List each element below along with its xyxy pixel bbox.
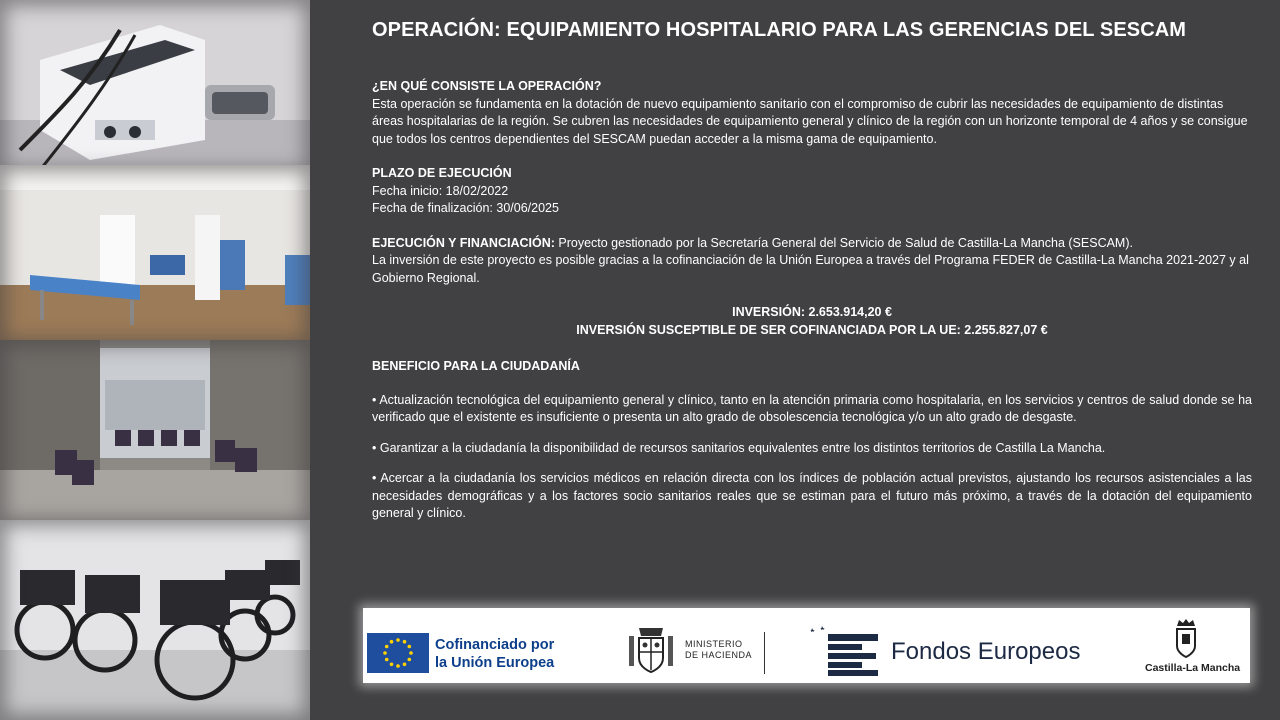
plazo-heading: PLAZO DE EJECUCIÓN	[372, 166, 512, 180]
content-area	[372, 16, 1252, 536]
spain-coat-of-arms-icon	[625, 622, 677, 676]
operation-text: Esta operación se fundamenta en la dotación de nuevo equipamiento sanitario con el compromiso de cubrir las necesidades de equipamiento de distintas áreas hospitalarias de la región. Se cubren las necesidades de equipamiento general y clínico de la región con un horizonte temporal de 4 años y se consigue que todos los centros dependientes del SESCAM puedan acceder a la misma gama de equipamiento.	[372, 96, 1248, 146]
beneficio-bullet: • Acercar a la ciudadanía los servicios médicos en relación directa con los índices de población actual previstos, ajustando los recursos asistenciales a las necesidades demográficas y a los factores socio sanitarios reales que se estiman para el futuro más próximo, a través de la dotación del equipamiento general y clínico.	[372, 471, 1252, 520]
castilla-la-mancha-crest-icon	[1173, 618, 1199, 658]
operation-heading: ¿EN QUÉ CONSISTE LA OPERACIÓN?	[372, 79, 602, 93]
photo-waiting-room	[0, 340, 310, 525]
photo-wheelchairs	[0, 520, 310, 720]
ministerio-line2: DE HACIENDA	[685, 650, 753, 660]
ministerio-label	[685, 639, 752, 661]
photo-medical-device	[0, 0, 310, 175]
eu-cofinanciado-label	[435, 636, 554, 672]
plazo-start: Fecha inicio: 18/02/2022	[372, 183, 509, 198]
eu-flag-icon	[367, 633, 429, 673]
ejecucion-paragraph	[372, 235, 1252, 253]
plazo-end: Fecha de finalización: 30/06/2025	[372, 201, 559, 215]
plazo-section	[372, 165, 1252, 218]
logo-banner	[363, 608, 1250, 683]
beneficio-heading: BENEFICIO PARA LA CIUDADANÍA	[372, 359, 580, 373]
ministerio-line1: MINISTERIO	[685, 639, 743, 649]
fondos-europeos-label: Fondos Europeos	[891, 638, 1081, 665]
inversion-section	[372, 304, 1252, 339]
operation-section	[372, 78, 1252, 148]
fondos-europeos-icon	[808, 622, 883, 677]
photo-column	[0, 0, 310, 720]
eu-line2: la Unión Europea	[435, 655, 555, 671]
ejecucion-text2: La inversión de este proyecto es posible gracias a la cofinanciación de la Unión Europea a través del Programa FEDER de Castilla-La Mancha 2021-2027 y al Gobierno Regional.	[372, 253, 1249, 285]
beneficio-section	[372, 358, 1252, 523]
ejecucion-heading: EJECUCIÓN Y FINANCIACIÓN:	[372, 235, 555, 250]
inversion-total: INVERSIÓN: 2.653.914,20 €	[732, 305, 892, 319]
logo-divider	[764, 632, 765, 674]
beneficio-bullet: • Garantizar a la ciudadanía la disponibilidad de recursos sanitarios equivalentes entre los distintos territorios de Castilla La Mancha.	[372, 440, 1106, 455]
inversion-cofinanciada: INVERSIÓN SUSCEPTIBLE DE SER COFINANCIADA POR LA UE: 2.255.827,07 €	[576, 322, 1048, 337]
page-title: OPERACIÓN: EQUIPAMIENTO HOSPITALARIO PARA LAS GERENCIAS DEL SESCAM	[372, 19, 1187, 41]
photo-examination-room	[0, 165, 310, 345]
castilla-la-mancha-label: Castilla-La Mancha	[1145, 662, 1241, 674]
beneficio-bullet: • Actualización tecnológica del equipamiento general y clínico, tanto en la atención primaria como hospitalaria, en los servicios y centros de salud donde se ha verificado que el existente es insuficiente o presenta un alto grado de obsolescencia tecnológica y/o un alto grado de desgaste.	[372, 392, 1252, 424]
ejecucion-text1: Proyecto gestionado por la Secretaría General del Servicio de Salud de Castilla-La Mancha (SESCAM).	[554, 235, 1133, 250]
ejecucion-section	[372, 235, 1252, 288]
eu-line1: Cofinanciado por	[435, 637, 555, 653]
